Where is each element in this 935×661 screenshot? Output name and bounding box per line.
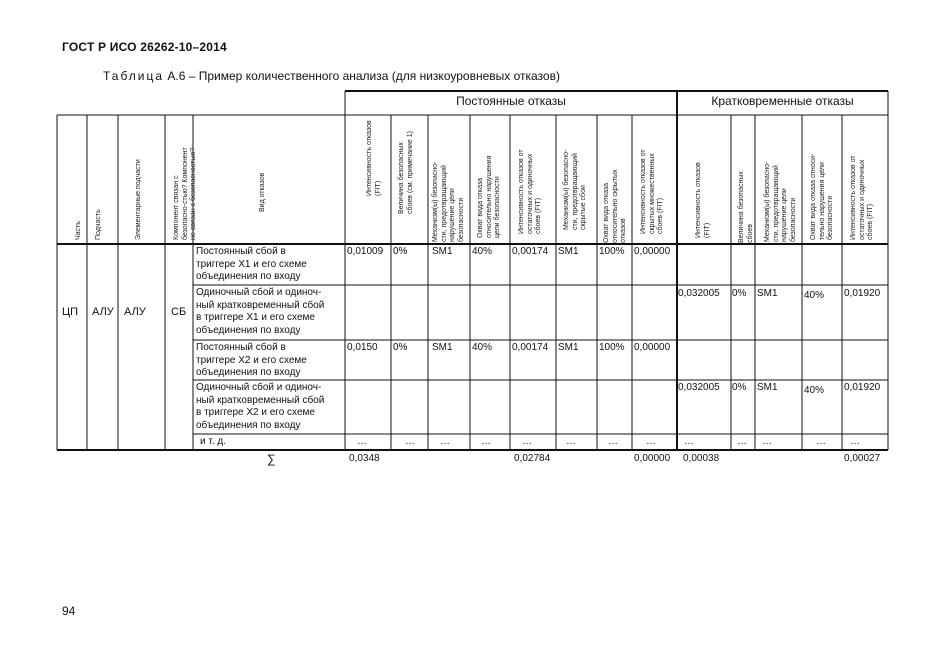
row-4-t-safe: 0% xyxy=(732,382,747,393)
row-3-p-res: 0,00174 xyxy=(512,342,549,353)
col-header-t-res xyxy=(850,155,876,240)
standard-title: ГОСТ Р ИСО 26262-10–2014 xyxy=(62,40,227,54)
row-3-p-mech: SM1 xyxy=(432,342,453,353)
col-header-failure-mode: Вид отказов xyxy=(259,172,266,212)
col-header-p-cov2 xyxy=(603,169,629,243)
cell-component: СБ xyxy=(171,306,187,318)
etc-ellipsis: … xyxy=(646,436,656,447)
col-header-line: Интенсивность отказов xyxy=(366,120,373,196)
etc-ellipsis: … xyxy=(737,436,747,447)
row-2-t-fit: 0,032005 xyxy=(678,288,720,299)
col-header-p-fit xyxy=(366,120,383,196)
col-header-line: сти, предотвращающий xyxy=(571,153,579,230)
desc-line: триггере X1 и его схеме xyxy=(196,258,307,270)
desc-line: Одиночный сбой и одиноч- xyxy=(196,287,322,298)
col-header-line: Механизм(ы) безопасно- xyxy=(563,149,570,230)
row-3-p-cov2: 100% xyxy=(599,342,625,353)
row-3-p-latent: 0,00000 xyxy=(634,342,671,353)
col-header-line: сти, предотвращающий xyxy=(772,165,780,242)
row-1-p-safe: 0% xyxy=(393,246,408,257)
row-3-p-mech2: SM1 xyxy=(558,342,579,353)
row-2-t-cov: 40% xyxy=(804,290,825,301)
caption-label: Таблица xyxy=(103,69,165,83)
cell-part: ЦП xyxy=(62,306,79,318)
total-t-res: 0,00027 xyxy=(844,453,881,464)
col-header-part: Часть xyxy=(75,221,82,240)
total-p-fit: 0,0348 xyxy=(349,453,380,464)
total-p-res: 0,02784 xyxy=(514,453,551,464)
col-header-t-safe xyxy=(738,171,755,243)
row-1-p-mech2: SM1 xyxy=(558,246,579,257)
row-2-description xyxy=(196,287,341,337)
col-header-line: нарушение цели xyxy=(781,188,789,242)
row-1-description xyxy=(196,246,341,284)
row-4-t-cov: 40% xyxy=(804,385,825,396)
row-4-t-mech: SM1 xyxy=(757,382,778,393)
col-header-line: Компонент связан с xyxy=(173,175,180,240)
col-header-line: Интенсивность отказов xyxy=(695,162,702,238)
desc-line: объединения по входу xyxy=(196,324,301,336)
desc-line: ный кратковременный сбой xyxy=(196,299,325,311)
row-4-t-fit: 0,032005 xyxy=(678,382,720,393)
col-header-p-mech2 xyxy=(563,150,589,230)
col-header-line: Величина безопасных xyxy=(738,171,745,243)
col-header-line: сти, предотвращающий xyxy=(440,165,448,242)
row-1-p-mech: SM1 xyxy=(432,246,453,257)
row-1-p-res: 0,00174 xyxy=(512,246,549,257)
col-header-line: сбоев xyxy=(746,223,754,243)
col-header-t-mech xyxy=(764,162,798,242)
desc-line: в триггере X1 и его схеме xyxy=(196,312,315,323)
desc-line: объединения по входу xyxy=(196,271,301,282)
etc-ellipsis: … xyxy=(850,436,860,447)
etc-ellipsis: … xyxy=(684,436,694,447)
row-3-p-cov: 40% xyxy=(472,342,493,353)
col-header-line: (FIT) xyxy=(374,180,382,196)
col-header-p-cov xyxy=(477,156,503,239)
col-header-line: безопасно-стью? Компонент xyxy=(181,147,189,240)
col-header-line: (FIT) xyxy=(703,222,711,238)
col-header-line: Интенсивность отказов от xyxy=(850,155,857,240)
col-header-line: сбоев (FIT) xyxy=(535,197,543,234)
col-header-line: Охват вида отказа xyxy=(603,182,610,243)
col-header-line: сбоев (FIT) xyxy=(657,197,665,234)
col-header-p-safe xyxy=(398,131,415,214)
col-header-line: Интенсивность отказов от xyxy=(518,149,525,234)
desc-line: объединения по входу xyxy=(196,367,301,378)
col-header-line: безопасности xyxy=(827,195,835,240)
col-header-line: нарушение цели xyxy=(449,188,457,242)
col-header-line: Охват вида отказа xyxy=(477,177,484,238)
etc-ellipsis: … xyxy=(816,436,826,447)
desc-line: Одиночный сбой и одиноч- xyxy=(196,382,322,393)
col-header-component xyxy=(173,147,199,240)
col-header-line: скрытые сбои xyxy=(580,185,588,230)
etc-ellipsis: … xyxy=(522,436,532,447)
etc-ellipsis: … xyxy=(608,436,618,447)
desc-line: объединения по входу xyxy=(196,419,301,431)
row-1-p-cov: 40% xyxy=(472,246,493,257)
col-header-line: Величина безопасных xyxy=(398,142,405,214)
col-header-line: безопасности xyxy=(789,197,797,242)
desc-line: в триггере X2 и его схеме xyxy=(196,407,315,418)
col-header-line: тельно нарушения цели xyxy=(818,162,826,240)
col-header-subpart: Подчасть xyxy=(95,209,102,240)
col-header-line: отказов xyxy=(620,218,628,243)
col-header-line: Интенсивность отказов от xyxy=(640,149,647,234)
row-3-description xyxy=(196,342,341,380)
group-header-permanent: Постоянные отказы xyxy=(456,94,566,108)
col-header-line: остаточных и одиночных xyxy=(858,159,866,240)
desc-line: триггере X2 и его схеме xyxy=(196,354,307,366)
col-header-line: Охват вида отказа относи- xyxy=(810,153,817,240)
col-header-line: относительно скрытых xyxy=(611,169,619,243)
row-2-t-safe: 0% xyxy=(732,288,747,299)
cell-element: АЛУ xyxy=(124,306,146,318)
col-header-line: относительно нарушения xyxy=(485,155,493,238)
col-header-p-res xyxy=(518,149,544,234)
sum-symbol: ∑ xyxy=(267,452,276,466)
page-number: 94 xyxy=(62,604,76,618)
total-p-latent: 0,00000 xyxy=(634,453,671,464)
etc-ellipsis: … xyxy=(481,436,491,447)
col-header-t-cov xyxy=(810,154,836,240)
col-header-line: остаточных и одиночных xyxy=(526,153,534,234)
row-3-p-safe: 0% xyxy=(393,342,408,353)
total-t-fit: 0,00038 xyxy=(683,453,720,464)
col-header-line: не связан с безопасностью? xyxy=(190,147,198,240)
row-4-t-res: 0,01920 xyxy=(844,382,881,393)
etc-ellipsis: … xyxy=(762,436,772,447)
etc-ellipsis: … xyxy=(440,436,450,447)
row-3-p-fit: 0,0150 xyxy=(347,342,378,353)
col-header-line: сбоев (FIT) xyxy=(867,203,875,240)
row-4-description xyxy=(196,382,341,432)
col-header-t-fit xyxy=(695,162,712,238)
etc-ellipsis: … xyxy=(357,436,367,447)
col-header-p-mech xyxy=(432,162,466,242)
caption-text: А.6 – Пример количественного анализа (для низкоуровневых отказов) xyxy=(167,69,560,83)
row-2-t-res: 0,01920 xyxy=(844,288,881,299)
desc-line: Постоянный сбой в xyxy=(196,246,286,257)
col-header-line: Механизм(ы) безопасно- xyxy=(764,161,771,242)
col-header-line: цели безопасности xyxy=(494,176,502,238)
col-header-line: безопасности xyxy=(457,197,465,242)
group-header-transient: Кратковременные отказы xyxy=(711,94,854,108)
row-1-p-latent: 0,00000 xyxy=(634,246,671,257)
desc-line: Постоянный сбой в xyxy=(196,342,286,353)
desc-line: ный кратковременный сбой xyxy=(196,394,325,406)
col-header-line: скрытых множественных xyxy=(648,153,656,234)
row-2-t-mech: SM1 xyxy=(757,288,778,299)
col-header-p-latent xyxy=(640,149,666,234)
row-1-p-cov2: 100% xyxy=(599,246,625,257)
col-header-line: сбоев (см. примечание 1) xyxy=(406,131,414,214)
col-header-element: Элементарные подчасти xyxy=(135,159,142,240)
cell-subpart: АЛУ xyxy=(92,306,114,318)
etc-ellipsis: … xyxy=(566,436,576,447)
etc-label: и т. д. xyxy=(200,436,227,447)
row-1-p-fit: 0,01009 xyxy=(347,246,384,257)
etc-ellipsis: … xyxy=(405,436,415,447)
col-header-line: Механизм(ы) безопасно- xyxy=(432,161,439,242)
